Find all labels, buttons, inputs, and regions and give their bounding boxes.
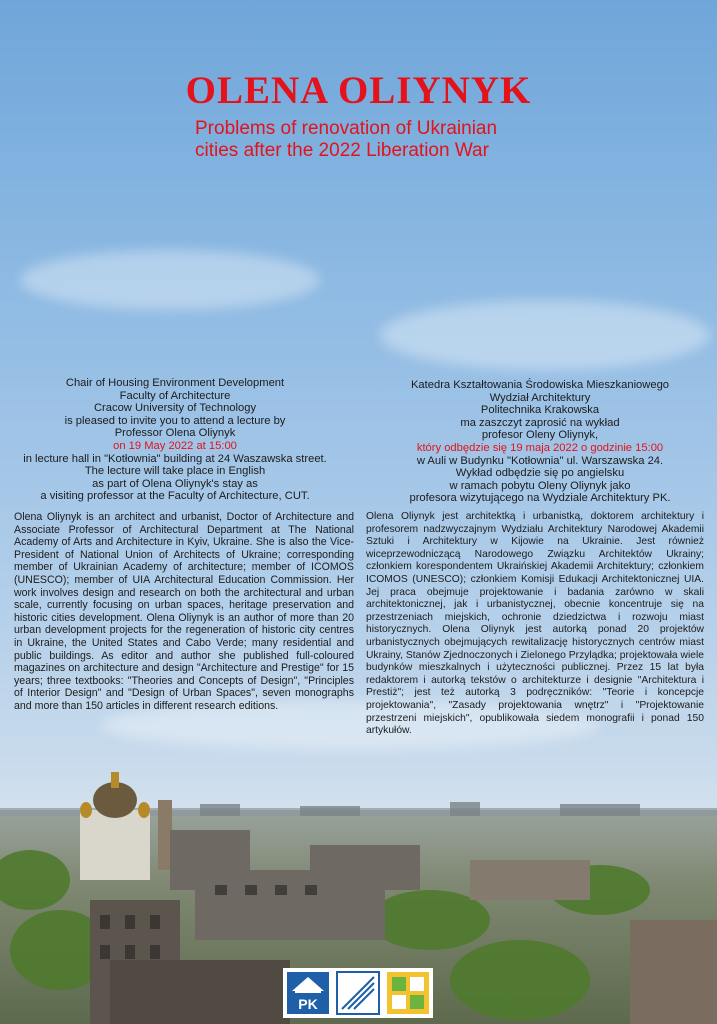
invite-line: Wydział Architektury [489, 391, 591, 404]
invite-line: in lecture hall in "Kotłownia" building at 24 Waszawska street. [23, 452, 327, 465]
invite-line: Professor Olena Oliynyk [114, 427, 236, 440]
lecture-date-pl: który odbędzie się 19 maja 2022 o godzinie 15:00 [416, 441, 664, 454]
poster-title: OLENA OLIYNYK [185, 69, 532, 112]
cloud [380, 300, 710, 370]
housing-chair-logo [386, 971, 430, 1015]
logo-strip [283, 968, 433, 1018]
subtitle-line: Problems of renovation of Ukrainian [195, 118, 498, 139]
subtitle-line: cities after the 2022 Liberation War [195, 140, 489, 161]
invite-line: Katedra Kształtowania Środowiska Mieszkaniowego [410, 379, 670, 391]
invite-line: Faculty of Architecture [119, 389, 231, 402]
biography-polish: Olena Oliynyk jest architektką i urbanistką, doktorem architektury i profesorem nadzwyczajnym Wydziału Architektury Narodowej Akademii Sztuki i Architektury w Kijowie na Ukrainie. Jest również wiceprzewodniczącą Narodowego Związku Architektów Ukrainy; członkiem korespondentem Ukraińskiej Akademii Architektury; członkiem ICOMOS (UNESCO); członkiem Komisji Edukacji Architektonicznej UIA. Jej praca obejmuje projektowanie i badania zarówno w skali architektonicznej, jak i urbanistycznej, obecnie koncentruje się na przestrzeniach miejskich, ochronie dziedzictwa i rozwoju miast historycznych. Olena Oliynyk jest autorką ponad 20 projektów urbanistycznych obejmujących rewitalizację historycznych centrów miast Ukrainy, Stanów Zjednoczonych i Zielonego Przylądka; projektowała wiele budynków mieszkalnych i użyteczności publicznej. Przez 15 lat była redaktorem i autorką tekstów o architekturze i designie "Architektura i Prestiż"; jest też autorką 3 podręczników: "Teorie i koncepcje projektowania", "Zasady projektowania wnętrz" i "Projektowanie przestrzeni miejskich", opublikowała siedem monografii i ponad 150 artykułów. [366, 511, 704, 737]
invite-line: ma zaszczyt zaprosić na wykład [460, 416, 620, 429]
invite-line: as part of Olena Oliynyk's stay as [92, 477, 258, 490]
invite-line: Politechnika Krakowska [480, 404, 600, 417]
biography-english: Olena Oliynyk is an architect and urbanist, Doctor of Architecture and Associate Professor of Architectural Department at The National Academy of Arts and Architecture in Kyiv, Ukraine. She is also the Vice-President of National Union of Architects of Ukraine; corresponding member of Ukrainian Academy of architecture; member of ICOMOS (UNESCO); member of UIA Architectural Education Commission. Her work involves design and research on both the architectural and urban scale, currently focusing on urban spaces, heritage preservation and historic cities development. Olena Oliynyk is an author of more than 20 urban development projects for the regeneration of historic city centres in Ukraine, the United States and Cabo Verde; many residential and public buildings. As editor and author she published full-coloured magazines on architecture and design "Architecture and Prestige" for 15 years; three textbooks: "Theories and Concepts of Design", "Principles of Interior Design" and "Design of Urban Spaces", seven monographs and more than 150 articles in different research editions. [14, 511, 354, 712]
faculty-architecture-logo [336, 971, 380, 1015]
lecture-subtitle [195, 118, 615, 162]
pk-university-logo [286, 971, 330, 1015]
cloud [20, 250, 320, 310]
invite-line: w ramach pobytu Oleny Oliynyk jako [449, 479, 631, 492]
invitation-english [0, 377, 350, 503]
pk-logo-text: PK [298, 996, 318, 1012]
invite-line: The lecture will take place in English [84, 465, 266, 478]
cathedral [80, 772, 172, 880]
invite-line: Chair of Housing Environment Development [65, 377, 285, 389]
invite-line: Wykład odbędzie się po angielsku [455, 467, 625, 480]
invite-line: profesora wizytującego na Wydziale Architektury PK. [409, 492, 671, 505]
invite-line: w Auli w Budynku "Kotłownia" ul. Warszawska 24. [416, 454, 664, 467]
invite-line: profesor Oleny Oliynyk, [481, 429, 599, 442]
invitation-polish [365, 379, 715, 505]
invite-line: Cracow University of Technology [93, 402, 257, 415]
invite-line: a visiting professor at the Faculty of Architecture, CUT. [40, 490, 310, 503]
invite-line: is pleased to invite you to attend a lecture by [64, 414, 286, 427]
lecture-date: on 19 May 2022 at 15:00 [113, 439, 237, 452]
